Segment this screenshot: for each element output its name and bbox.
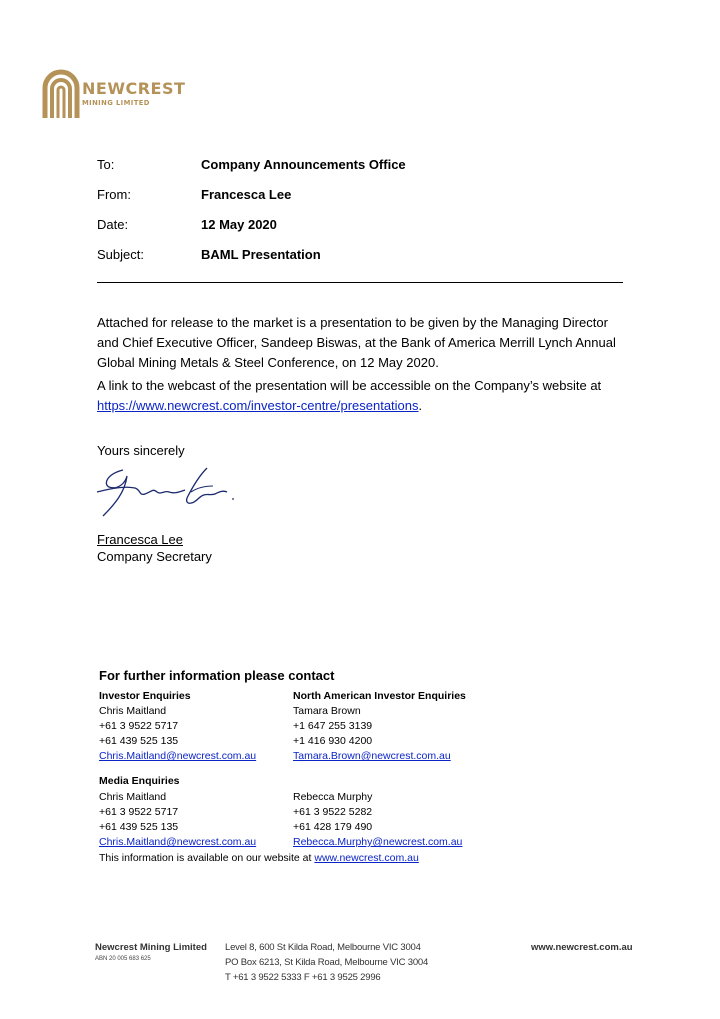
media-phone-2a: +61 3 9522 5282: [293, 806, 373, 818]
media-email-link-1[interactable]: Chris.Maitland@newcrest.com.au: [99, 836, 257, 848]
footer-website: www.newcrest.com.au: [531, 942, 633, 953]
website-note: [99, 851, 419, 866]
media-contact-name-2: Rebecca Murphy: [293, 791, 373, 803]
signatory-name: Francesca Lee: [97, 532, 183, 547]
from-value: Francesca Lee: [201, 187, 292, 202]
investor-email-link[interactable]: Chris.Maitland@newcrest.com.au: [99, 750, 257, 762]
closing-text: Yours sincerely: [97, 443, 185, 458]
website-note-text: This information is available on our website at: [99, 852, 312, 864]
subject-value: BAML Presentation: [201, 247, 321, 262]
investor-phone-1: +61 3 9522 5717: [99, 720, 179, 732]
footer-company-name: Newcrest Mining Limited: [95, 942, 207, 953]
media-phone-1a: +61 3 9522 5717: [99, 806, 179, 818]
na-investor-contact-name: Tamara Brown: [293, 705, 361, 717]
to-value: Company Announcements Office: [201, 157, 406, 172]
handwritten-signature: [95, 462, 240, 520]
logo-brand-text: NEWCREST: [82, 79, 186, 98]
newcrest-logo-icon: [42, 68, 80, 118]
investor-phone-2: +61 439 525 135: [99, 735, 179, 747]
date-label: Date:: [97, 217, 129, 232]
header-divider: [97, 282, 623, 283]
footer-abn: ABN 20 005 683 625: [95, 956, 151, 962]
na-investor-email-link[interactable]: Tamara.Brown@newcrest.com.au: [293, 750, 451, 762]
media-email-link-2[interactable]: Rebecca.Murphy@newcrest.com.au: [293, 836, 463, 848]
investor-contact-name: Chris Maitland: [99, 705, 167, 717]
to-label: To:: [97, 157, 115, 172]
website-link[interactable]: www.newcrest.com.au: [314, 852, 419, 864]
signatory-title: Company Secretary: [97, 549, 212, 564]
company-logo: [42, 68, 186, 120]
media-phone-2b: +61 428 179 490: [293, 821, 373, 833]
media-enquiries-heading: Media Enquiries: [99, 775, 180, 787]
paragraph-2-end: .: [418, 398, 423, 413]
presentations-link[interactable]: https://www.newcrest.com/investor-centre/presentations: [97, 398, 419, 413]
date-value: 12 May 2020: [201, 217, 277, 232]
investor-enquiries-heading: Investor Enquiries: [99, 690, 191, 702]
media-contact-name-1: Chris Maitland: [99, 791, 167, 803]
from-label: From:: [97, 187, 131, 202]
logo-sub-text: MINING LIMITED: [82, 99, 150, 107]
media-phone-1b: +61 439 525 135: [99, 821, 179, 833]
footer-address-2: PO Box 6213, St Kilda Road, Melbourne VIC 3004: [225, 957, 429, 968]
body-paragraph-1: Attached for release to the market is a presentation to be given by the Managing Director and Chief Executive Officer, Sandeep Biswas, at the Bank of America Merrill Lynch Annual Global Mining Metals & Steel Conference, on 12 May 2020.: [97, 315, 616, 370]
na-investor-phone-2: +1 416 930 4200: [293, 735, 373, 747]
na-investor-phone-1: +1 647 255 3139: [293, 720, 373, 732]
body-paragraph-2: [97, 376, 627, 416]
footer-phone-fax: T +61 3 9522 5333 F +61 3 9525 2996: [225, 972, 381, 983]
footer-address-1: Level 8, 600 St Kilda Road, Melbourne VIC 3004: [225, 942, 421, 953]
paragraph-2-text: A link to the webcast of the presentation will be accessible on the Company’s website at: [97, 378, 602, 393]
contact-heading: For further information please contact: [99, 668, 335, 683]
subject-label: Subject:: [97, 247, 144, 262]
na-investor-enquiries-heading: North American Investor Enquiries: [293, 690, 466, 702]
